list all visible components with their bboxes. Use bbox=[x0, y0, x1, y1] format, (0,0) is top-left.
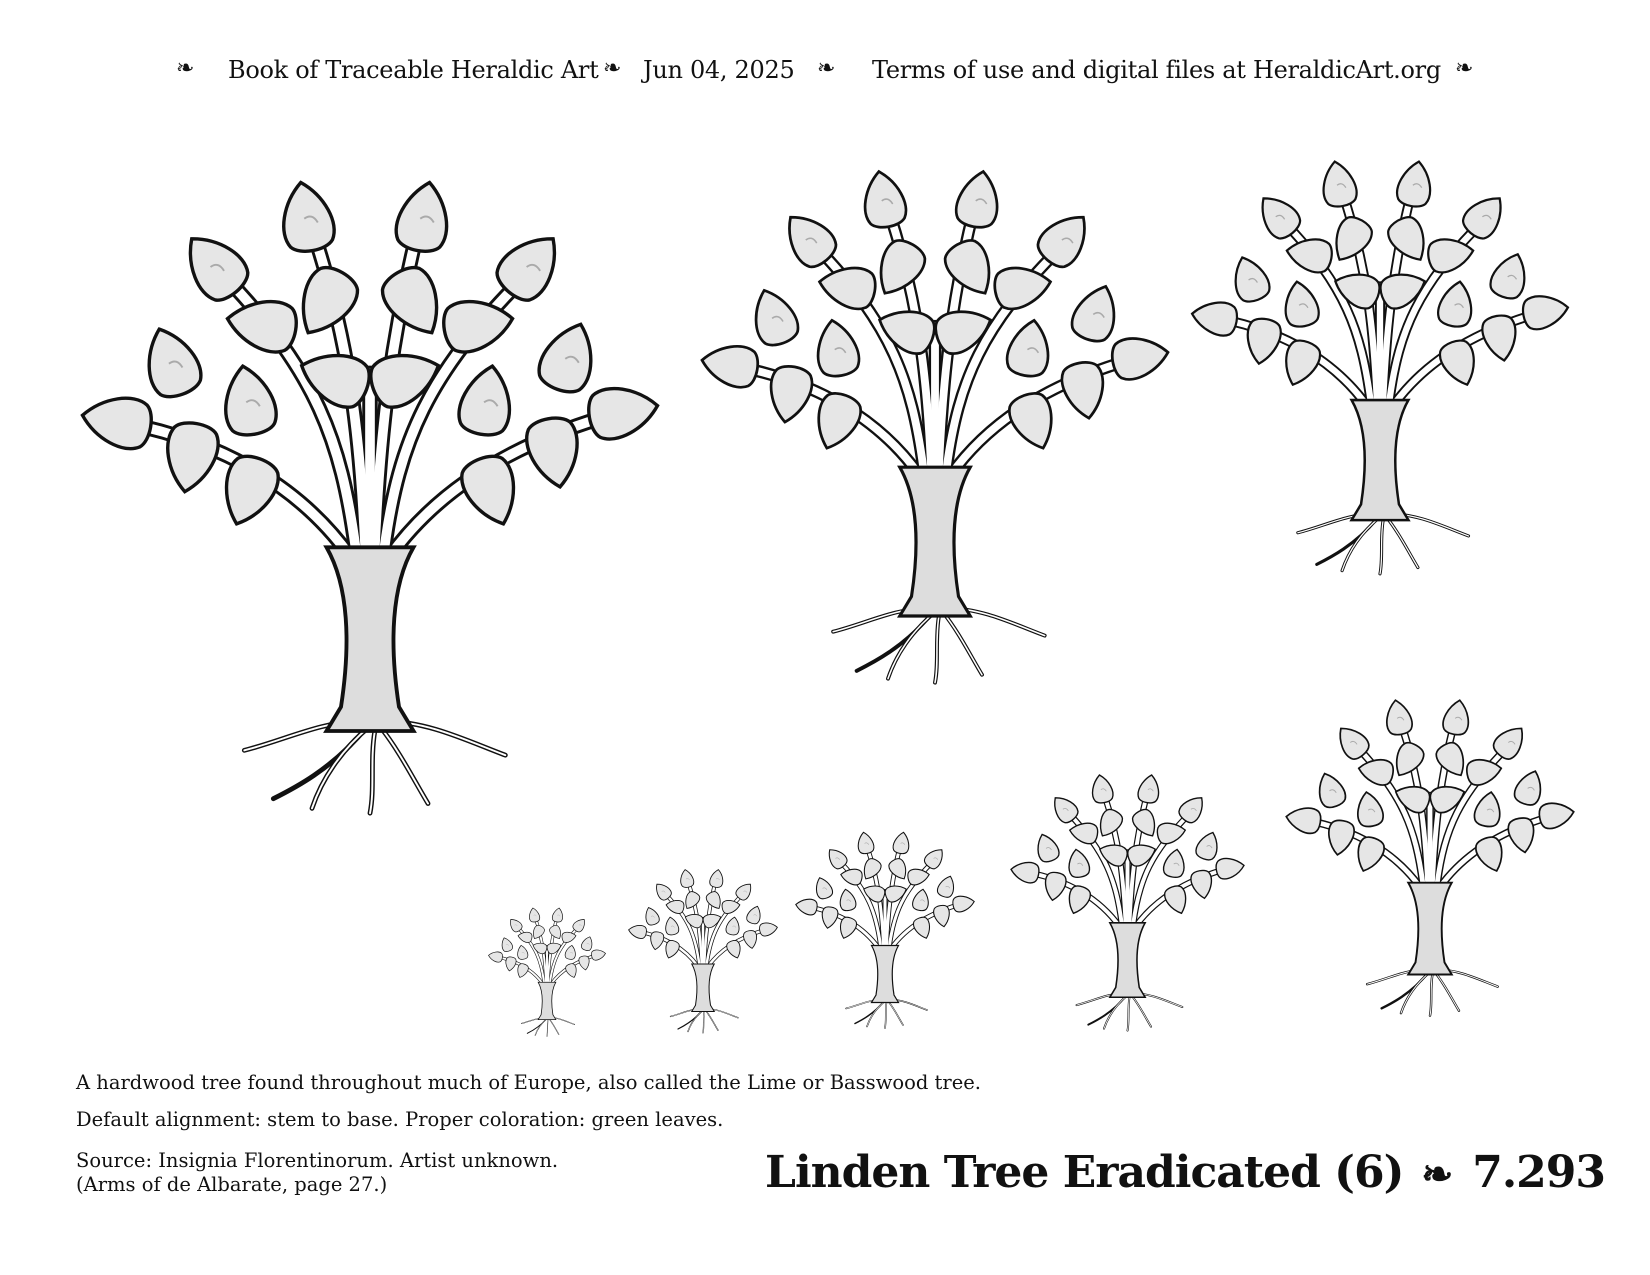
plate-title: Linden Tree Eradicated (6) bbox=[765, 1147, 1404, 1198]
linden-tree-row-3 bbox=[794, 831, 975, 1028]
plate-title-block bbox=[765, 1147, 1605, 1211]
fleuron-ornament: ❧ bbox=[817, 56, 836, 81]
alignment-line: Default alignment: stem to base. Proper coloration: green leaves. bbox=[76, 1108, 724, 1131]
linden-tree-small bbox=[1189, 159, 1571, 574]
linden-tree-large bbox=[78, 178, 662, 813]
terms-of-use: Terms of use and digital files at HeraldicArt.org bbox=[872, 56, 1441, 84]
description-line: A hardwood tree found throughout much of Europe, also called the Lime or Basswood tree. bbox=[76, 1071, 981, 1094]
source-line: Source: Insignia Florentinorum. Artist unknown. bbox=[76, 1149, 559, 1172]
linden-tree-row-2 bbox=[1009, 773, 1246, 1030]
fleuron-ornament: ❧ bbox=[1421, 1151, 1453, 1196]
fleuron-ornament: ❧ bbox=[1455, 56, 1474, 81]
linden-tree-medium bbox=[698, 168, 1171, 683]
linden-tree-row-5 bbox=[488, 907, 607, 1036]
linden-tree-row-4 bbox=[628, 869, 779, 1033]
plate-number: 7.293 bbox=[1472, 1147, 1606, 1198]
linden-tree-row-1 bbox=[1284, 698, 1576, 1016]
publication-date: Jun 04, 2025 bbox=[643, 56, 795, 84]
book-title: Book of Traceable Heraldic Art bbox=[228, 56, 599, 84]
fleuron-ornament: ❧ bbox=[603, 56, 622, 81]
arms-reference-line: (Arms of de Albarate, page 27.) bbox=[76, 1173, 388, 1196]
fleuron-ornament: ❧ bbox=[176, 56, 195, 81]
